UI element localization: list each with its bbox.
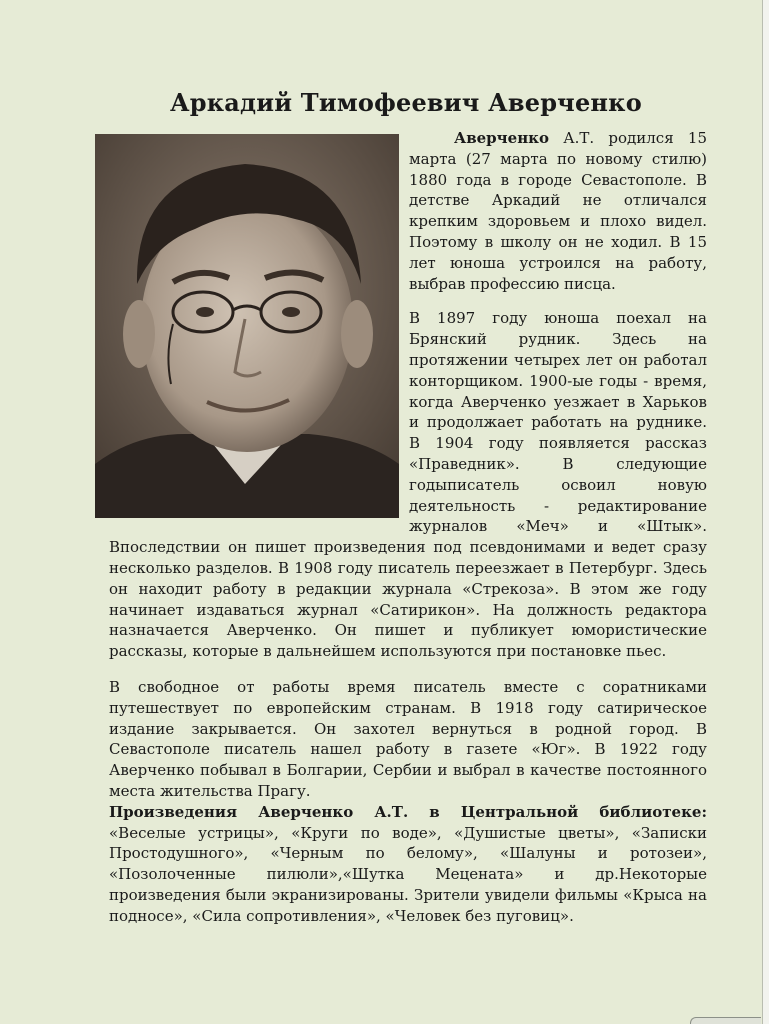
paragraph-travel: В свободное от работы время писатель вместе с соратниками путешествует по европейским странам. В 1918 году сатирическое издание закрывается. Он захотел вернуться в родной город. В Севастополе писатель нашел работу в газете «Юг». В 1922 году Аверченко побывал в Болгарии, Сербии и выбрал в качестве постоянного места жительства Прагу. bbox=[109, 677, 707, 800]
portrait-illustration bbox=[95, 134, 399, 518]
page-title: Аркадий Тимофеевич Аверченко bbox=[170, 88, 642, 118]
article-body bbox=[109, 128, 707, 926]
page-right-strip bbox=[763, 0, 769, 1024]
paragraph-birth-text: А.Т. родился 15 марта (27 марта по новому стилю) 1880 года в городе Севастополе. В детстве Аркадий не отличался крепким здоровьем и плохо видел. Поэтому в школу он не ходил. В 15 лет юноша устроился на работу, выбрав профессию писца. bbox=[409, 129, 707, 293]
paragraph-lead-name: Аверченко bbox=[454, 129, 550, 147]
paragraph-works bbox=[109, 802, 707, 927]
works-heading: Произведения Аверченко А.Т. в Центральной библиотеке: bbox=[109, 802, 707, 821]
page-corner-decoration bbox=[690, 1017, 761, 1024]
works-list: «Веселые устрицы», «Круги по воде», «Душистые цветы», «Записки Простодушного», «Черным по белому», «Шалуны и ротозеи», «Позолоченные пилюли»,«Шутка Мецената» и др.Некоторые произведения были экранизированы. Зрители увидели фильмы «Крыса на подносе», «Сила сопротивления», «Человек без пуговиц». bbox=[109, 823, 707, 925]
author-portrait bbox=[95, 134, 399, 518]
paragraph-career: В 1897 году юноша поехал на Брянский рудник. Здесь на протяжении четырех лет он работал конторщиком. 1900-ые годы - время, когда Аверченко уезжает в Харьков и продолжает работать на руднике. В 1904 году появляется рассказ «Праведник». В следующие годыписатель освоил новую деятельность - редактирование журналов «Меч» и «Штык». Впоследствии он пишет произведения под псевдонимами и ведет сразу несколько разделов. В 1908 году писатель переезжает в Петербург. Здесь он находит работу в редакции журнала «Стрекоза». В этом же году начинает издаваться журнал «Сатирикон». На должность редактора назначается Аверченко. Он пишет и публикует юмористические рассказы, которые в дальнейшем используются при постановке пьес. bbox=[109, 309, 707, 661]
